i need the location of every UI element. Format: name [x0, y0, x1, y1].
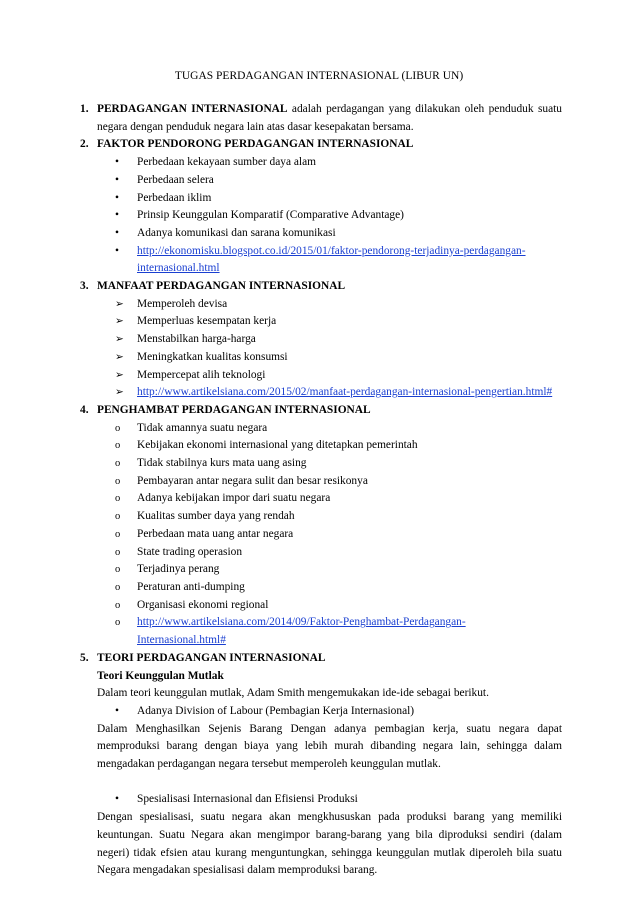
bullet-icon — [115, 207, 119, 225]
section-1-heading: PERDAGANGAN INTERNASIONAL — [97, 103, 288, 115]
list-item — [97, 154, 562, 172]
list-item — [97, 614, 562, 649]
section-2-list — [97, 154, 562, 278]
bullet-icon — [115, 154, 119, 172]
source-link[interactable]: http://www.artikelsiana.com/2015/02/manfaat-perdagangan-internasional-pengertian.html# — [137, 386, 553, 399]
section-number: 2. — [80, 138, 89, 151]
circle-bullet-icon — [115, 614, 120, 632]
list-item — [97, 207, 562, 225]
list-item-text: Perbedaan iklim — [137, 191, 212, 204]
circle-bullet-icon — [115, 473, 120, 491]
section-1 — [80, 101, 562, 136]
list-item — [97, 791, 562, 809]
section-4-list — [97, 420, 562, 650]
section-5-subheading: Teori Keunggulan Mutlak — [97, 669, 224, 682]
list-item-text: Pembayaran antar negara sulit dan besar resikonya — [137, 474, 368, 487]
list-item-text: Menstabilkan harga-harga — [137, 333, 256, 346]
list-item — [97, 296, 562, 314]
arrow-bullet-icon — [115, 349, 124, 367]
list-item — [97, 526, 562, 544]
section-number: 3. — [80, 280, 89, 293]
list-item — [97, 437, 562, 455]
list-item — [97, 561, 562, 579]
list-item-text: Adanya kebijakan impor dari suatu negara — [137, 492, 331, 505]
arrow-bullet-icon — [115, 313, 124, 331]
bullet-icon — [115, 172, 119, 190]
list-item — [97, 225, 562, 243]
section-2-heading: FAKTOR PENDORONG PERDAGANGAN INTERNASIONAL — [97, 138, 414, 151]
section-number: 4. — [80, 403, 89, 416]
list-item — [97, 544, 562, 562]
list-item-text: Adanya komunikasi dan sarana komunikasi — [137, 226, 336, 239]
list-item-text: Kualitas sumber daya yang rendah — [137, 510, 295, 523]
list-item-text: Mempercepat alih teknologi — [137, 368, 266, 381]
arrow-bullet-icon — [115, 296, 124, 314]
section-number: 1. — [80, 103, 89, 115]
list-item-text: Kebijakan ekonomi internasional yang ditetapkan pemerintah — [137, 439, 418, 452]
circle-bullet-icon — [115, 437, 120, 455]
list-item — [97, 703, 562, 721]
section-3 — [80, 278, 562, 402]
list-item — [97, 490, 562, 508]
section-5-paragraph-1: Dalam Menghasilkan Sejenis Barang Dengan adanya pembagian kerja, suatu negara dapat memproduksi barang dengan biaya yang lebih murah dibanding negara lain, sehingga dalam mengadakan perdagangan negara tersebut memperoleh keunggulan mutlak. — [97, 722, 562, 771]
list-item — [97, 172, 562, 190]
document-body — [80, 101, 562, 880]
document-title: TUGAS PERDAGANGAN INTERNASIONAL (LIBUR UN) — [174, 70, 464, 82]
list-item — [97, 349, 562, 367]
section-5-paragraph-2: Dengan spesialisasi, suatu negara akan mengkhususkan pada produksi barang yang memiliki keuntungan. Suatu Negara akan mengimpor barang-barang yang bila diproduksi sendiri (dalam negeri) tidak efsien atau kurang menguntungkan, sehingga keunggulan mutlak diperoleh bila suatu Negara mengadakan spesialisasi dalam memproduksi barang. — [97, 811, 562, 877]
circle-bullet-icon — [115, 490, 120, 508]
bullet-icon — [115, 225, 119, 243]
section-5-list-2 — [97, 791, 562, 809]
section-3-list — [97, 296, 562, 402]
circle-bullet-icon — [115, 561, 120, 579]
list-item-text: State trading operasion — [137, 545, 243, 558]
list-item-text: Perbedaan kekayaan sumber daya alam — [137, 156, 317, 169]
section-number: 5. — [80, 651, 89, 664]
list-item — [97, 579, 562, 597]
bullet-icon — [115, 791, 119, 809]
section-5-intro: Dalam teori keunggulan mutlak, Adam Smith mengemukakan ide-ide sebagai berikut. — [97, 687, 489, 700]
list-item — [97, 367, 562, 385]
list-item — [97, 243, 562, 278]
list-item-text: Perbedaan selera — [137, 173, 214, 186]
blank-line — [97, 774, 562, 792]
list-item — [97, 420, 562, 438]
circle-bullet-icon — [115, 420, 120, 438]
list-item — [97, 508, 562, 526]
list-item-text: Organisasi ekonomi regional — [137, 598, 269, 611]
arrow-bullet-icon — [115, 384, 124, 402]
list-item-text: Prinsip Keunggulan Komparatif (Comparative Advantage) — [137, 209, 404, 222]
section-4-heading: PENGHAMBAT PERDAGANGAN INTERNASIONAL — [97, 403, 371, 416]
list-item — [97, 190, 562, 208]
section-5-heading: TEORI PERDAGANGAN INTERNASIONAL — [97, 651, 326, 664]
list-item — [97, 473, 562, 491]
list-item — [97, 331, 562, 349]
bullet-icon — [115, 190, 119, 208]
section-2 — [80, 136, 562, 278]
section-4 — [80, 402, 562, 650]
bullet-icon — [115, 703, 119, 721]
circle-bullet-icon — [115, 544, 120, 562]
circle-bullet-icon — [115, 526, 120, 544]
list-item-text: Memperoleh devisa — [137, 297, 228, 310]
source-link[interactable]: http://www.artikelsiana.com/2014/09/Faktor-Penghambat-Perdagangan- Internasional.html# — [137, 616, 466, 647]
circle-bullet-icon — [115, 579, 120, 597]
section-1-text: adalah perdagangan yang dilakukan oleh penduduk suatu negara dengan penduduk negara lain atas dasar kesepakatan bersama. — [97, 103, 563, 133]
arrow-bullet-icon — [115, 367, 124, 385]
list-item-text: Memperluas kesempatan kerja — [137, 315, 277, 328]
list-item-text: Terjadinya perang — [137, 563, 220, 576]
circle-bullet-icon — [115, 455, 120, 473]
section-1-paragraph — [97, 101, 562, 136]
section-5 — [80, 650, 562, 880]
section-3-heading: MANFAAT PERDAGANGAN INTERNASIONAL — [97, 280, 346, 293]
list-item-text: Peraturan anti-dumping — [137, 580, 245, 593]
list-item-text: Spesialisasi Internasional dan Efisiensi Produksi — [137, 793, 358, 806]
list-item — [97, 313, 562, 331]
list-item-text: Meningkatkan kualitas konsumsi — [137, 350, 288, 363]
circle-bullet-icon — [115, 597, 120, 615]
list-item — [97, 455, 562, 473]
source-link[interactable]: http://ekonomisku.blogspot.co.id/2015/01/faktor-pendorong-terjadinya-perdagangan- internasional.html — [137, 244, 526, 275]
list-item-text: Adanya Division of Labour (Pembagian Kerja Internasional) — [137, 704, 415, 717]
bullet-icon — [115, 243, 119, 261]
arrow-bullet-icon — [115, 331, 124, 349]
list-item-text: Perbedaan mata uang antar negara — [137, 527, 294, 540]
list-item-text: Tidak stabilnya kurs mata uang asing — [137, 457, 307, 470]
section-5-list-1 — [97, 703, 562, 721]
list-item-text: Tidak amannya suatu negara — [137, 421, 268, 434]
list-item — [97, 384, 562, 402]
list-item — [97, 597, 562, 615]
circle-bullet-icon — [115, 508, 120, 526]
